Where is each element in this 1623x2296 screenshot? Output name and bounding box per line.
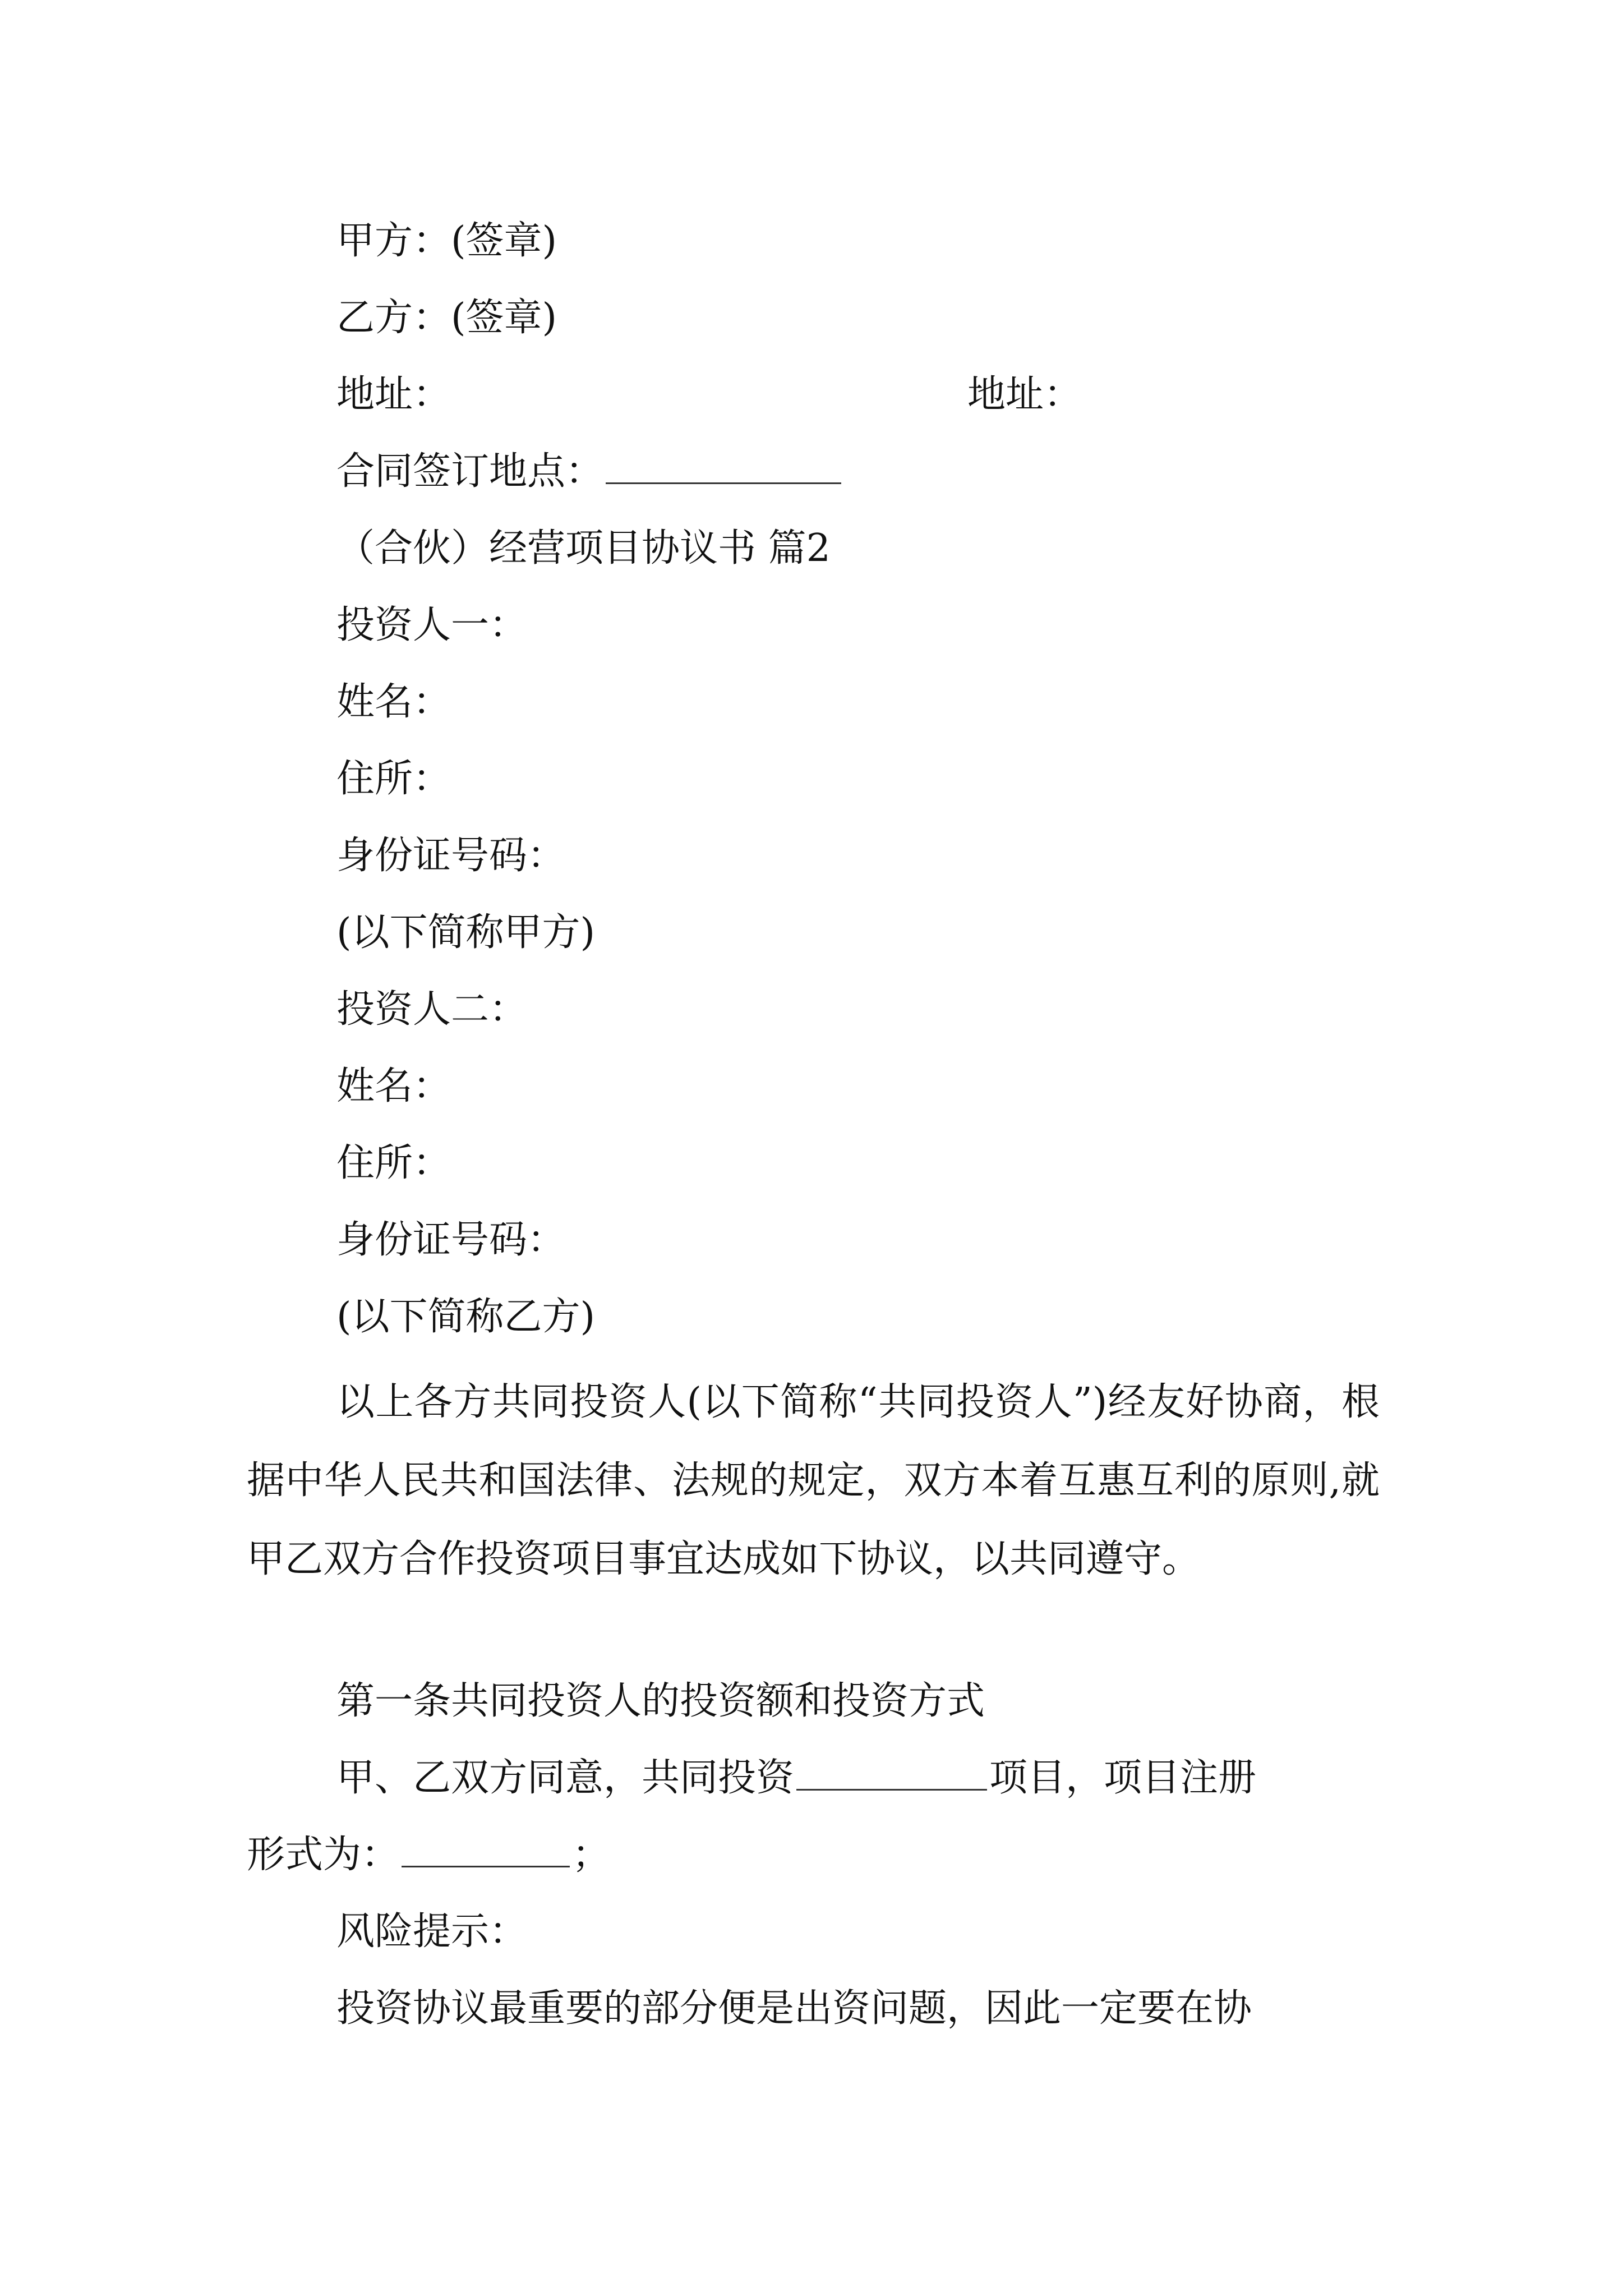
investor-two-label: 投资人二： bbox=[336, 987, 528, 1032]
signing-place-label: 合同签订地点： bbox=[336, 449, 604, 494]
article-one-heading: 第一条共同投资人的投资额和投资方式 bbox=[336, 1679, 985, 1723]
id-number-label-2: 身份证号码： bbox=[336, 1218, 566, 1262]
name-label-2: 姓名： bbox=[336, 1064, 451, 1108]
signing-place-blank bbox=[606, 479, 841, 484]
registration-form-line bbox=[247, 1833, 610, 1878]
risk-notice-label: 风险提示： bbox=[336, 1910, 528, 1954]
residence-label-2: 住所： bbox=[336, 1141, 451, 1185]
party-b-alias: (以下简称乙方) bbox=[336, 1295, 596, 1339]
address-a: 地址： bbox=[336, 372, 451, 417]
address-b: 地址： bbox=[967, 372, 1082, 417]
section-title: （合伙）经营项目协议书 篇2 bbox=[336, 526, 831, 570]
name-label-1: 姓名： bbox=[336, 680, 451, 724]
registration-form-end: ； bbox=[572, 1833, 611, 1877]
residence-label-1: 住所： bbox=[336, 757, 451, 801]
investor-one-label: 投资人一： bbox=[336, 603, 528, 647]
preamble-paragraph: 以上各方共同投资人(以下简称“共同投资人”)经友好协商，根据中华人民共和国法律、法规的规定，双方本着互惠互利的原则,就甲乙双方合作投资项目事宜达成如下协议，以共同遵守。 bbox=[247, 1380, 1380, 1581]
investment-project-text-b: 项目，项目注册 bbox=[989, 1756, 1257, 1800]
investment-project-line bbox=[336, 1756, 1256, 1801]
registration-form-blank bbox=[402, 1862, 570, 1867]
party-a-alias: (以下简称甲方) bbox=[336, 910, 596, 955]
party-b-signature: 乙方：(签章) bbox=[336, 296, 557, 340]
signing-place bbox=[336, 449, 843, 494]
id-number-label-1: 身份证号码： bbox=[336, 834, 566, 878]
investment-project-text-a: 甲、乙双方同意，共同投资 bbox=[336, 1756, 795, 1800]
party-a-signature: 甲方：(签章) bbox=[336, 219, 557, 263]
registration-form-label: 形式为： bbox=[247, 1833, 400, 1877]
project-blank bbox=[796, 1786, 987, 1791]
risk-notice-text: 投资协议最重要的部分便是出资问题，因此一定要在协 bbox=[336, 1986, 1252, 2031]
